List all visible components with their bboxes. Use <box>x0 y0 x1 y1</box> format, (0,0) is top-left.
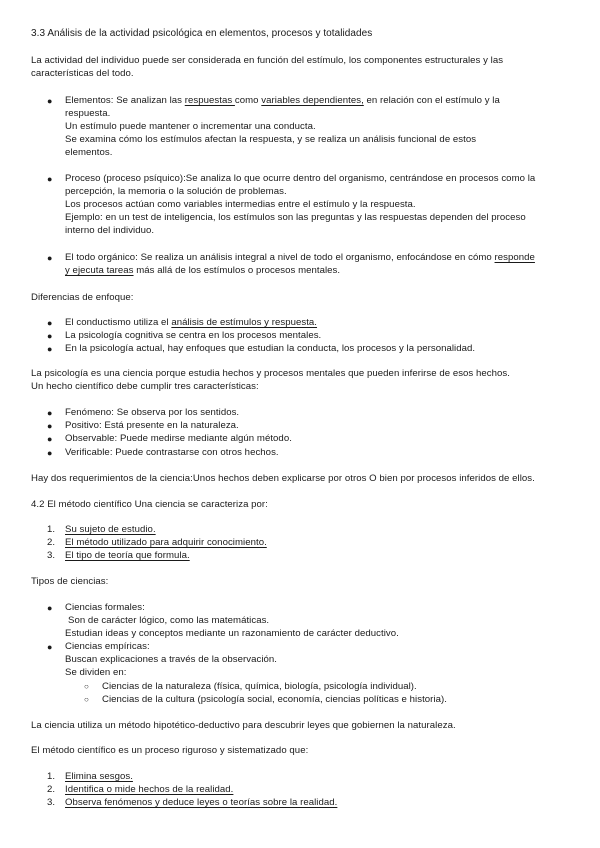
proceso-item-3 <box>65 797 337 809</box>
tipos-heading: Tipos de ciencias: <box>31 576 109 587</box>
ciencia-line-2: Un hecho científico debe cumplir tres características: <box>31 381 259 392</box>
list-number: 2. <box>47 784 56 795</box>
intro-line-1: La actividad del individuo puede ser considerada en función del estímulo, los componentes estructurales y las <box>31 55 504 66</box>
requerimientos-line: Hay dos requerimientos de la ciencia:Unos hechos deben explicarse por otros O bien por procesos inferidos de ellos. <box>31 473 535 484</box>
bullet-icon: ● <box>47 96 53 106</box>
section-title: 3.3 Análisis de la actividad psicológica en elementos, procesos y totalidades <box>31 28 373 39</box>
formales-line-2: Estudian ideas y conceptos mediante un razonamiento de carácter deductivo. <box>65 628 399 639</box>
proceso-item-1 <box>65 771 133 783</box>
underlined-text: variables dependientes, <box>261 95 364 106</box>
caracteristica-item: Verificable: Puede contrastarse con otros hechos. <box>65 447 279 458</box>
bullet-icon: ● <box>47 421 53 431</box>
elementos-line-4: Se examina cómo los estímulos afectan la respuesta, y se realiza un análisis funcional de estos <box>65 134 477 145</box>
underlined-text: Identifica o mide hechos de la realidad. <box>65 784 234 795</box>
metodo-item-1 <box>65 524 156 536</box>
elementos-line-3: Un estímulo puede mantener o incrementar una conducta. <box>65 121 316 132</box>
elementos-line-5: elementos. <box>65 147 113 158</box>
bullet-icon: ● <box>47 603 53 613</box>
ciencias-empiricas-label: Ciencias empíricas: <box>65 641 150 652</box>
caracteristica-item: Observable: Puede medirse mediante algún método. <box>65 433 292 444</box>
underlined-text: análisis de estímulos y respuesta. <box>171 317 318 328</box>
elementos-line-2: respuesta. <box>65 108 111 119</box>
caracteristica-item: Positivo: Está presente en la naturaleza. <box>65 420 239 431</box>
list-number: 3. <box>47 550 56 561</box>
metodo-item-2 <box>65 537 267 549</box>
metodo-heading: 4.2 El método científico Una ciencia se caracteriza por: <box>31 499 268 510</box>
bullet-icon: ● <box>47 253 53 263</box>
ciencia-line-1: La psicología es una ciencia porque estudia hechos y procesos mentales que pueden inferirse de esos hechos. <box>31 368 510 379</box>
bullet-icon: ● <box>47 174 53 184</box>
diferencias-heading: Diferencias de enfoque: <box>31 292 134 303</box>
subtipo-item-1: Ciencias de la naturaleza (física, química, biología, psicología individual). <box>102 681 417 692</box>
bullet-icon: ● <box>47 331 53 341</box>
diferencias-item-2: La psicología cognitiva se centra en los procesos mentales. <box>65 330 322 341</box>
caracteristica-item: Fenómeno: Se observa por los sentidos. <box>65 407 240 418</box>
text: Elementos: Se analizan las <box>65 95 185 106</box>
text: como <box>234 95 262 106</box>
proceso-item-2 <box>65 784 233 796</box>
metodo-item-3 <box>65 550 190 562</box>
list-number: 2. <box>47 537 56 548</box>
empiricas-line-2: Se dividen en: <box>65 667 127 678</box>
circle-bullet-icon: ○ <box>84 695 89 704</box>
todo-organico-line-1 <box>65 252 535 264</box>
hipotetico-line: La ciencia utiliza un método hipotético-deductivo para descubrir leyes que gobiernen la naturaleza. <box>31 720 456 731</box>
intro-line-2: características del todo. <box>31 68 134 79</box>
bullet-icon: ● <box>47 448 53 458</box>
empiricas-line-1: Buscan explicaciones a través de la observación. <box>65 654 277 665</box>
bullet-icon: ● <box>47 408 53 418</box>
elementos-line-1 <box>65 95 500 107</box>
underlined-text: El método utilizado para adquirir conocimiento. <box>65 537 267 548</box>
subtipo-item-2: Ciencias de la cultura (psicología social, economía, ciencias políticas e historia). <box>102 694 447 705</box>
bullet-icon: ● <box>47 434 53 444</box>
underlined-text: Su sujeto de estudio. <box>65 524 156 535</box>
underlined-text: y ejecuta tareas <box>65 265 134 276</box>
underlined-text: respuestas <box>184 95 235 106</box>
bullet-icon: ● <box>47 344 53 354</box>
underlined-text: Observa fenómenos y deduce leyes o teorías sobre la realidad. <box>65 797 338 808</box>
proceso-line-3: Los procesos actúan como variables intermedias entre el estímulo y la respuesta. <box>65 199 416 210</box>
todo-organico-line-2 <box>65 265 340 277</box>
underlined-text: El tipo de teoría que formula. <box>65 550 190 561</box>
text: más allá de los estímulos o procesos mentales. <box>133 265 341 276</box>
list-number: 3. <box>47 797 56 808</box>
proceso-line-2: percepción, la memoria o la solución de problemas. <box>65 186 287 197</box>
underlined-text: Elimina sesgos. <box>65 771 133 782</box>
proceso-line-5: interno del individuo. <box>65 225 155 236</box>
text: en relación con el estímulo y la <box>363 95 500 106</box>
list-number: 1. <box>47 771 56 782</box>
text: El conductismo utiliza el <box>65 317 172 328</box>
formales-line-1: Son de carácter lógico, como las matemáticas. <box>68 615 270 626</box>
text: El todo orgánico: Se realiza un análisis integral a nivel de todo el organismo, enfocándose en cómo <box>65 252 495 263</box>
proceso-line-4: Ejemplo: en un test de inteligencia, los estímulos son las preguntas y las respuestas dependen del proceso <box>65 212 526 223</box>
ciencias-formales-label: Ciencias formales: <box>65 602 145 613</box>
underlined-text: responde <box>494 252 535 263</box>
proceso-heading: El método científico es un proceso riguroso y sistematizado que: <box>31 745 309 756</box>
circle-bullet-icon: ○ <box>84 682 89 691</box>
bullet-icon: ● <box>47 318 53 328</box>
bullet-icon: ● <box>47 642 53 652</box>
diferencias-item-3: En la psicología actual, hay enfoques que estudian la conducta, los procesos y la personalidad. <box>65 343 476 354</box>
diferencias-item-1 <box>65 317 317 329</box>
list-number: 1. <box>47 524 56 535</box>
proceso-line-1: Proceso (proceso psíquico):Se analiza lo que ocurre dentro del organismo, centrándose en procesos como la <box>65 173 536 184</box>
